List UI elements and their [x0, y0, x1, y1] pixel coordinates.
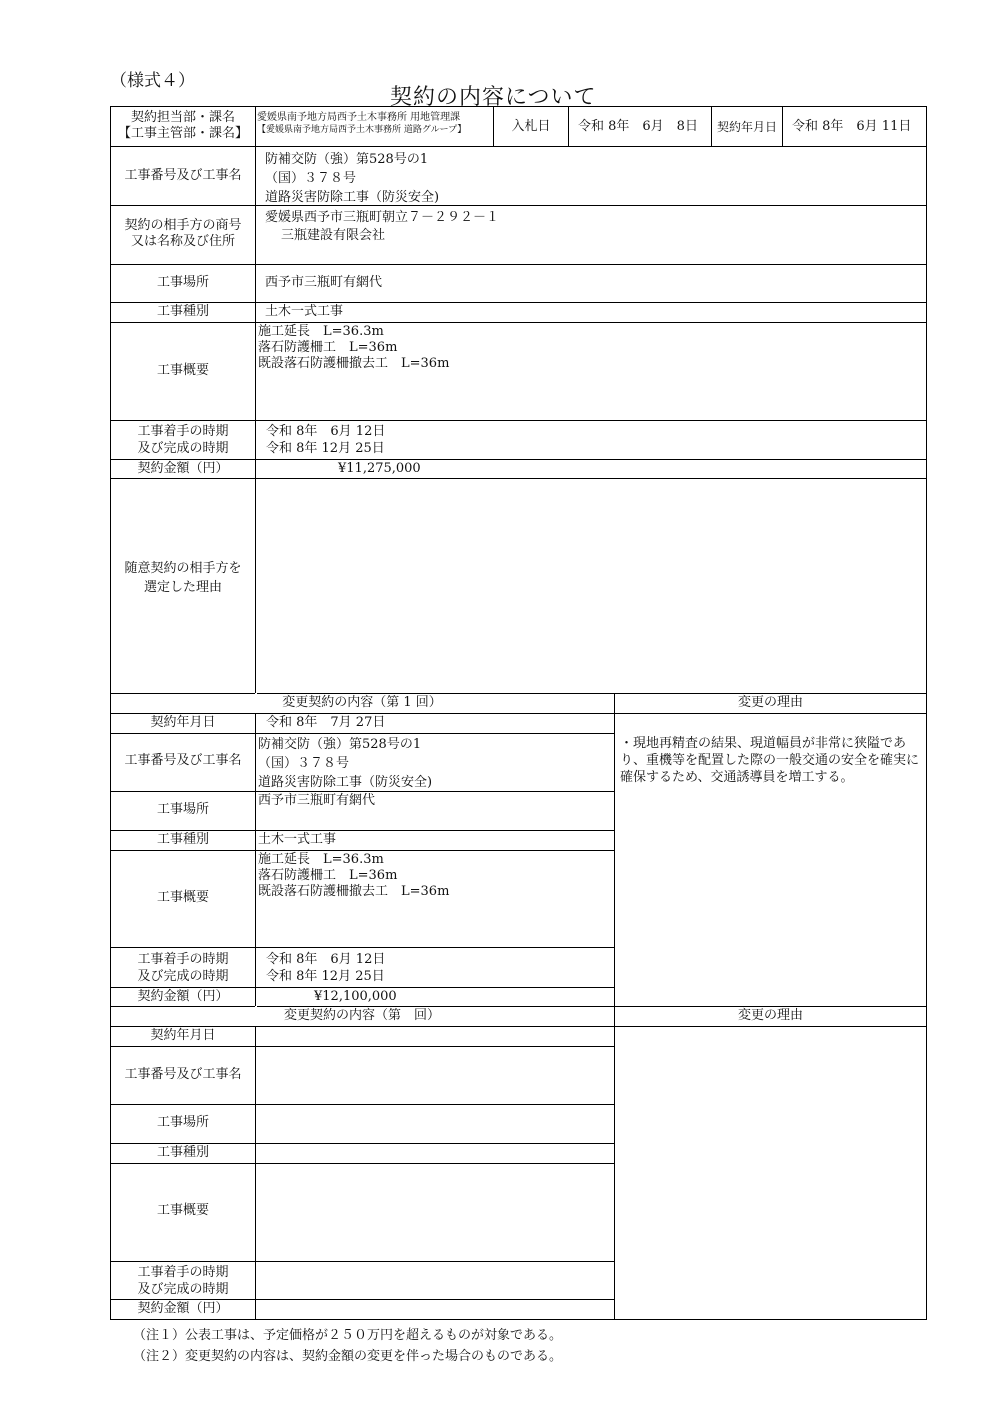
- change1-type-value: 土木一式工事: [258, 832, 337, 847]
- selection-reason-label: 随意契約の相手方を 選定した理由: [124, 561, 242, 595]
- change1-period-value: 令和 8年 6月 12日 令和 8年 12月 25日: [266, 952, 386, 984]
- bid-date-label: 入札日: [511, 119, 551, 134]
- amount-value: ¥11,275,000: [338, 461, 421, 476]
- contract-date-value: 令和 8年 6月 11日: [792, 119, 912, 134]
- work-no-name-label: 工事番号及び工事名: [124, 168, 242, 183]
- change1-amount-label: 契約金額（円）: [137, 989, 229, 1004]
- change1-date-value: 令和 8年 7月 27日: [266, 715, 386, 730]
- summary-value: 施工延長 L=36.3m 落石防護柵工 L=36m 既設落石防護柵撤去工 L=36m: [258, 324, 450, 371]
- dept-value: 愛媛県南予地方局西予土木事務所 用地管理課 【愛媛県南予地方局西予土木事務所 道路グループ】: [257, 112, 467, 135]
- change1-header: 変更契約の内容（第 1 回）: [282, 695, 442, 710]
- change1-work-value: 防補交防（強）第528号の1 （国）３７８号 道路災害防除工事（防災安全): [258, 737, 433, 790]
- change1-location-label: 工事場所: [156, 802, 209, 817]
- note-2: （注２）変更契約の内容は、契約金額の変更を伴った場合のものである。: [133, 1349, 563, 1364]
- change2-date-label: 契約年月日: [150, 1028, 216, 1043]
- form-number-label: （様式４）: [110, 71, 195, 91]
- change2-period-label: 工事着手の時期 及び完成の時期: [137, 1265, 229, 1297]
- type-value: 土木一式工事: [265, 304, 344, 319]
- change1-reason-header: 変更の理由: [737, 695, 803, 710]
- partner-label: 契約の相手方の商号 又は名称及び住所: [124, 218, 242, 249]
- change2-work-label: 工事番号及び工事名: [124, 1067, 242, 1082]
- change1-amount-value: ¥12,100,000: [314, 989, 397, 1004]
- dept-label: 契約担当部・課名 【工事主管部・課名】: [117, 110, 248, 141]
- change1-reason-text: ・現地再精査の結果、現道幅員が非常に狭隘であり、重機等を配置した際の一般交通の安全を確実に確保するため、交通誘導員を増工する。: [620, 736, 920, 785]
- change1-work-label: 工事番号及び工事名: [124, 753, 242, 768]
- change2-amount-label: 契約金額（円）: [137, 1301, 229, 1316]
- change1-period-label: 工事着手の時期 及び完成の時期: [137, 952, 229, 984]
- change2-type-label: 工事種別: [156, 1145, 209, 1160]
- period-value: 令和 8年 6月 12日 令和 8年 12月 25日: [266, 424, 386, 456]
- change2-reason-header: 変更の理由: [737, 1008, 803, 1023]
- change2-header: 変更契約の内容（第 回）: [283, 1008, 440, 1023]
- bid-date-value: 令和 8年 6月 8日: [578, 119, 698, 134]
- contract-date-label: 契約年月日: [716, 120, 777, 134]
- period-label: 工事着手の時期 及び完成の時期: [137, 424, 229, 456]
- note-1: （注１）公表工事は、予定価格が２５０万円を超えるものが対象である。: [133, 1328, 563, 1343]
- amount-label: 契約金額（円）: [137, 461, 229, 476]
- change1-summary-value: 施工延長 L=36.3m 落石防護柵工 L=36m 既設落石防護柵撤去工 L=36m: [258, 852, 450, 899]
- work-no-name-value: 防補交防（強）第528号の1 （国）３７８号 道路災害防除工事（防災安全): [265, 152, 440, 205]
- summary-label: 工事概要: [156, 363, 209, 378]
- location-value: 西予市三瓶町有網代: [265, 275, 383, 290]
- change1-type-label: 工事種別: [156, 832, 209, 847]
- change1-date-label: 契約年月日: [150, 715, 216, 730]
- type-label: 工事種別: [156, 304, 209, 319]
- change1-summary-label: 工事概要: [156, 890, 209, 905]
- page-title: 契約の内容について: [390, 85, 597, 110]
- change1-location-value: 西予市三瓶町有網代: [258, 793, 376, 808]
- partner-value: 愛媛県西予市三瓶町朝立７－２９２－１ 三瓶建設有限会社: [265, 210, 500, 243]
- location-label: 工事場所: [156, 275, 209, 290]
- change2-summary-label: 工事概要: [156, 1203, 209, 1218]
- change2-location-label: 工事場所: [156, 1115, 209, 1130]
